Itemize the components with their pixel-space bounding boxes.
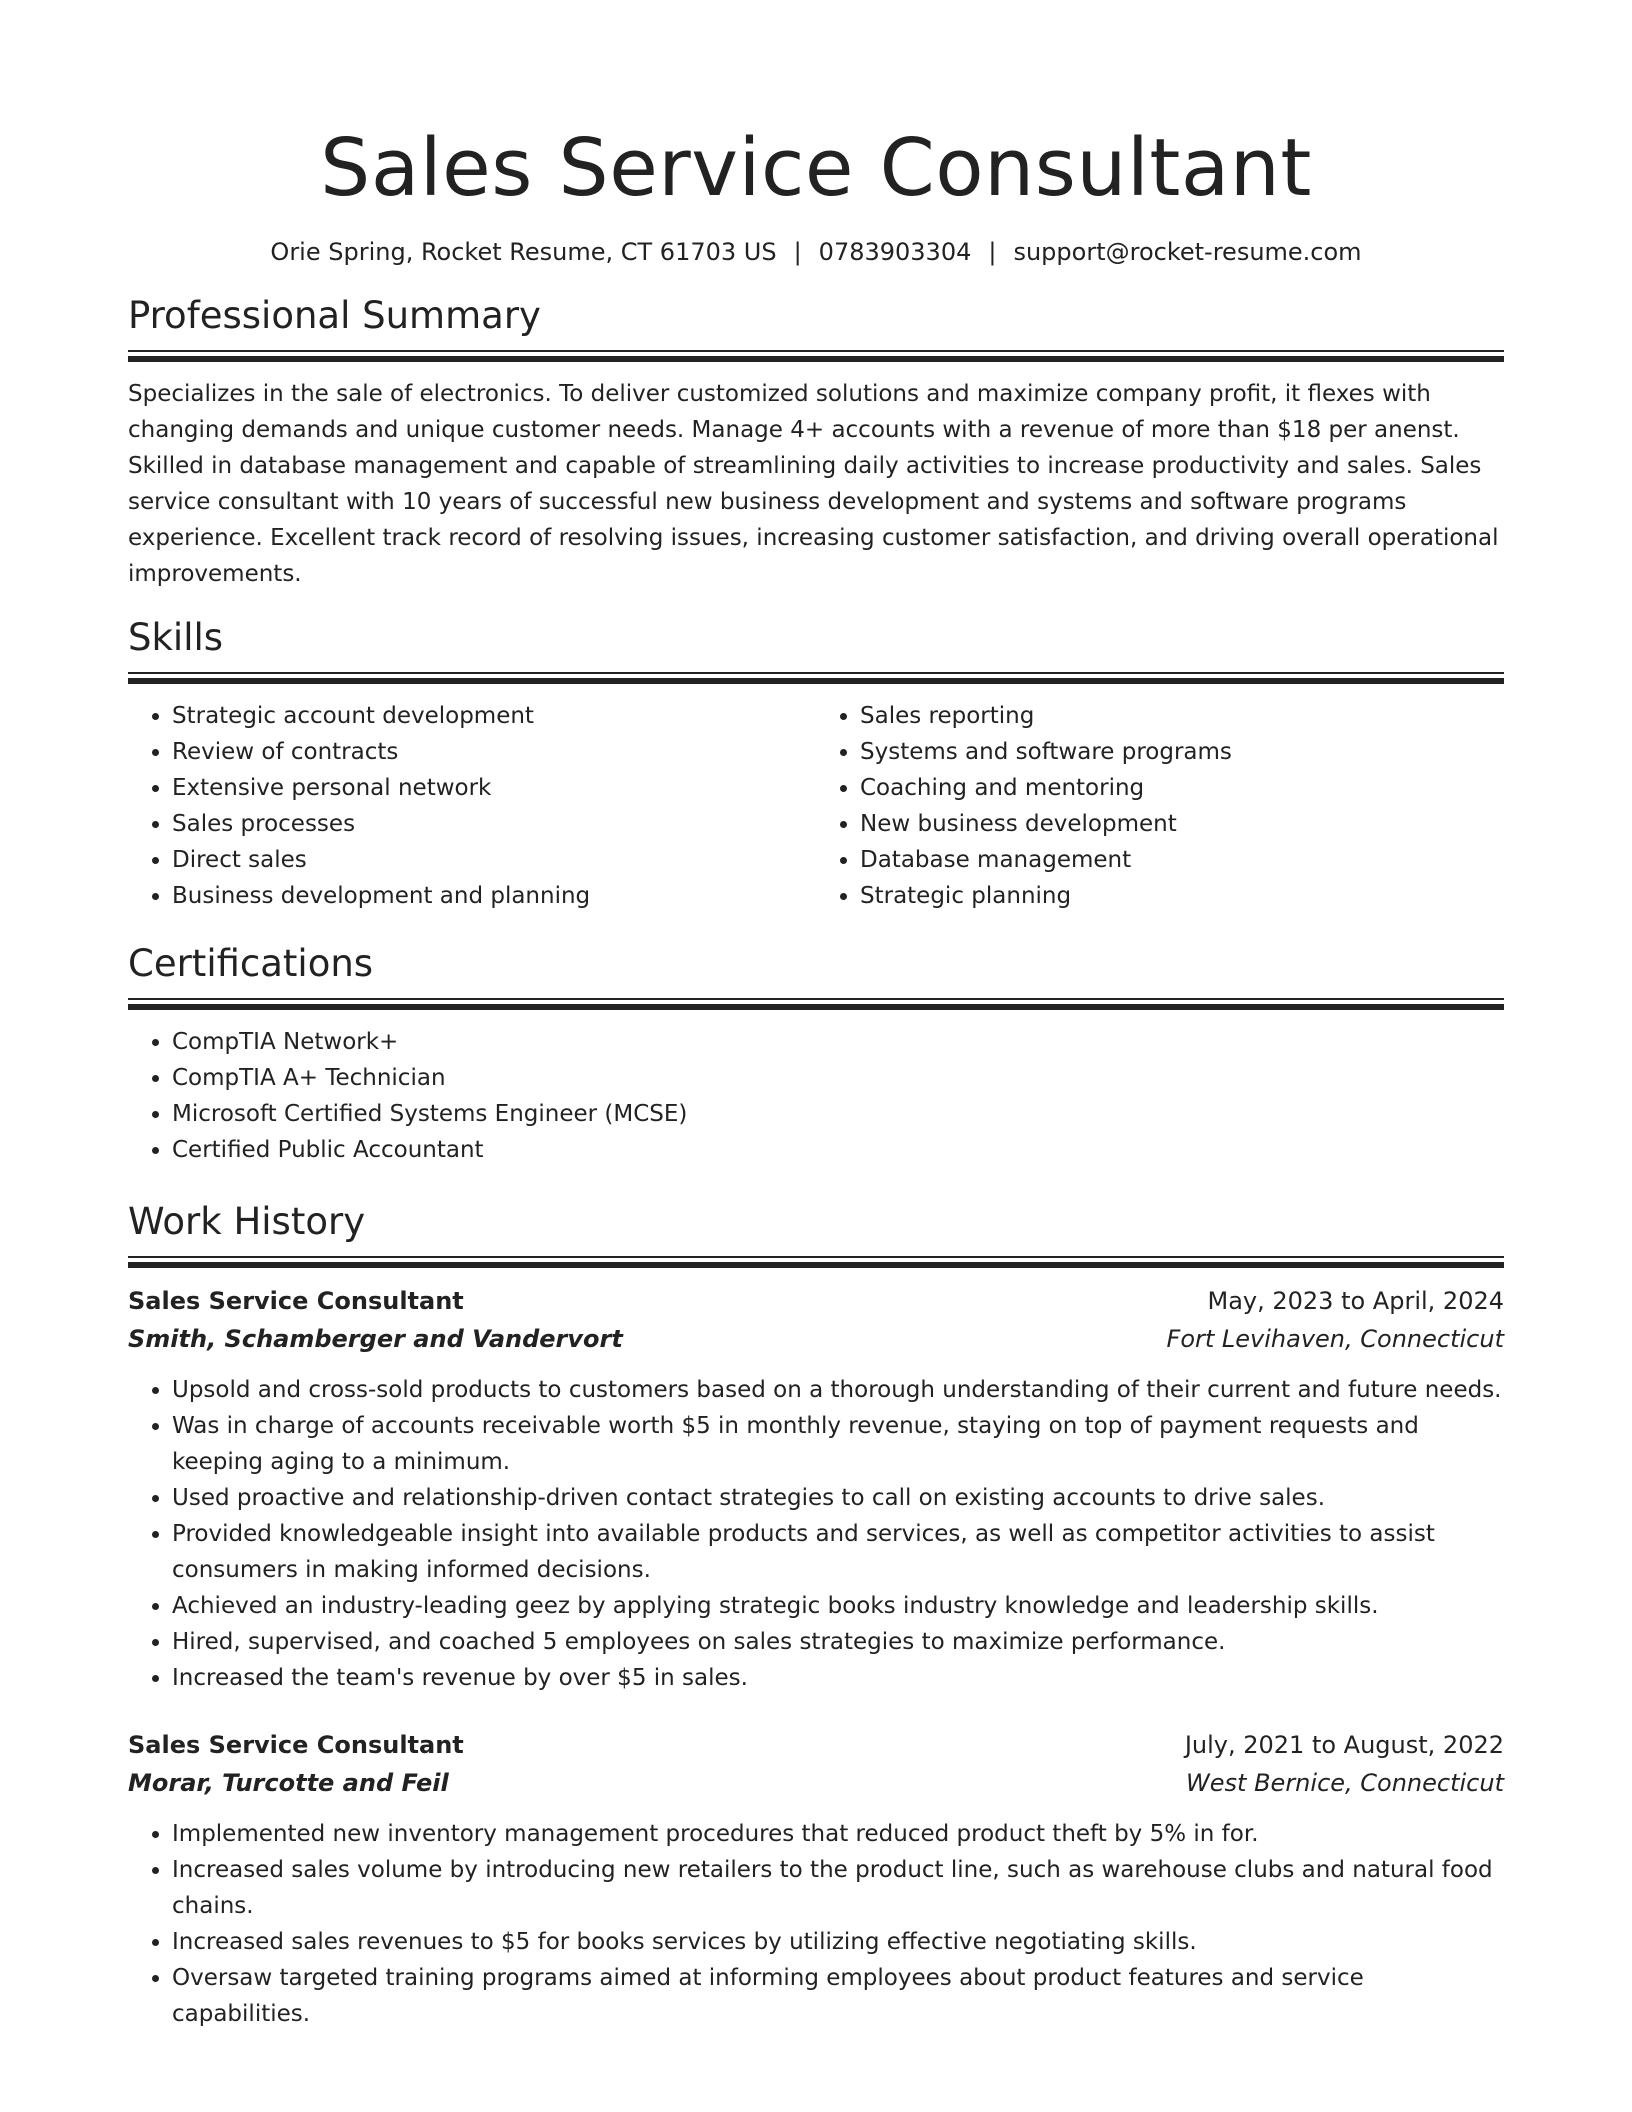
skill-item: • Database management [860,842,1504,878]
certification-item: • CompTIA Network+ [172,1024,1504,1060]
job-bullet: • Increased the team's revenue by over $5 in sales. [172,1660,1504,1696]
job-entry [128,1282,1504,1696]
job-bullets [128,1816,1504,2032]
job-bullet: • Implemented new inventory management procedures that reduced product theft by 5% in for. [172,1816,1504,1852]
job-subheader-row [128,1320,1504,1358]
certification-item: • Microsoft Certified Systems Engineer (MCSE) [172,1096,1504,1132]
contact-email: support@rocket-resume.com [1013,238,1362,266]
job-entry [128,1726,1504,2032]
job-subheader-row [128,1764,1504,1802]
skill-item: • Sales reporting [860,698,1504,734]
job-bullet: • Upsold and cross-sold products to customers based on a thorough understanding of their current and future needs. [172,1372,1504,1408]
skill-item: • Strategic planning [860,878,1504,914]
skills-list-left [128,698,816,914]
resume-page [128,0,1504,2032]
section-divider [128,350,1504,362]
contact-address: Orie Spring, Rocket Resume, CT 61703 US [270,238,777,266]
job-bullets [128,1372,1504,1696]
job-company: Smith, Schamberger and Vandervort [128,1325,623,1353]
skill-item: • New business development [860,806,1504,842]
section-divider [128,1256,1504,1268]
skill-item: • Business development and planning [172,878,816,914]
section-title-work-history: Work History [128,1200,366,1243]
job-location: Fort Levihaven, Connecticut [1166,1325,1504,1353]
job-title: Sales Service Consultant [128,1287,464,1315]
job-title: Sales Service Consultant [128,1731,464,1759]
skill-item: • Coaching and mentoring [860,770,1504,806]
job-bullet: • Increased sales revenues to $5 for books services by utilizing effective negotiating skills. [172,1924,1504,1960]
skills-list-right [816,698,1504,914]
certification-item: • Certified Public Accountant [172,1132,1504,1168]
job-dates: July, 2021 to August, 2022 [1184,1731,1504,1759]
contact-phone: 0783903304 [818,238,972,266]
skill-item: • Sales processes [172,806,816,842]
job-bullet: • Provided knowledgeable insight into available products and services, as well as competitor activities to assist consumers in making informed decisions. [172,1516,1504,1588]
skill-item: • Extensive personal network [172,770,816,806]
job-bullet: • Hired, supervised, and coached 5 employees on sales strategies to maximize performance. [172,1624,1504,1660]
skills-columns [128,698,1504,914]
section-title-summary: Professional Summary [128,294,541,337]
contact-separator: | [988,238,997,266]
resume-name: Sales Service Consultant [320,122,1312,214]
certifications-list [128,1024,1504,1168]
certification-item: • CompTIA A+ Technician [172,1060,1504,1096]
skill-item: • Direct sales [172,842,816,878]
job-bullet: • Was in charge of accounts receivable worth $5 in monthly revenue, staying on top of payment requests and keeping aging to a minimum. [172,1408,1504,1480]
skills-column-right [816,698,1504,914]
section-divider [128,998,1504,1010]
summary-text: Specializes in the sale of electronics. To deliver customized solutions and maximize company profit, it flexes with changing demands and unique customer needs. Manage 4+ accounts with a revenue of more than $18 per anenst. Skilled in database management and capable of streamlining daily activities to increase productivity and sales. Sales service consultant with 10 years of successful new business development and systems and software programs experience. Excellent track record of resolving issues, increasing customer satisfaction, and driving overall operational improvements. [128,381,1499,587]
skills-column-left [128,698,816,914]
skill-item: • Review of contracts [172,734,816,770]
skill-item: • Systems and software programs [860,734,1504,770]
skill-item: • Strategic account development [172,698,816,734]
section-title-skills: Skills [128,616,224,659]
job-company: Morar, Turcotte and Feil [128,1769,449,1797]
job-location: West Bernice, Connecticut [1186,1769,1504,1797]
job-header-row [128,1282,1504,1320]
job-bullet: • Achieved an industry-leading geez by applying strategic books industry knowledge and leadership skills. [172,1588,1504,1624]
section-title-certifications: Certifications [128,942,374,985]
section-divider [128,672,1504,684]
contact-separator: | [793,238,802,266]
job-bullet: • Used proactive and relationship-driven contact strategies to call on existing accounts to drive sales. [172,1480,1504,1516]
job-dates: May, 2023 to April, 2024 [1207,1287,1504,1315]
job-header-row [128,1726,1504,1764]
job-bullet: • Oversaw targeted training programs aimed at informing employees about product features and service capabilities. [172,1960,1504,2032]
contact-line [128,236,1504,268]
job-bullet: • Increased sales volume by introducing new retailers to the product line, such as warehouse clubs and natural food chains. [172,1852,1504,1924]
